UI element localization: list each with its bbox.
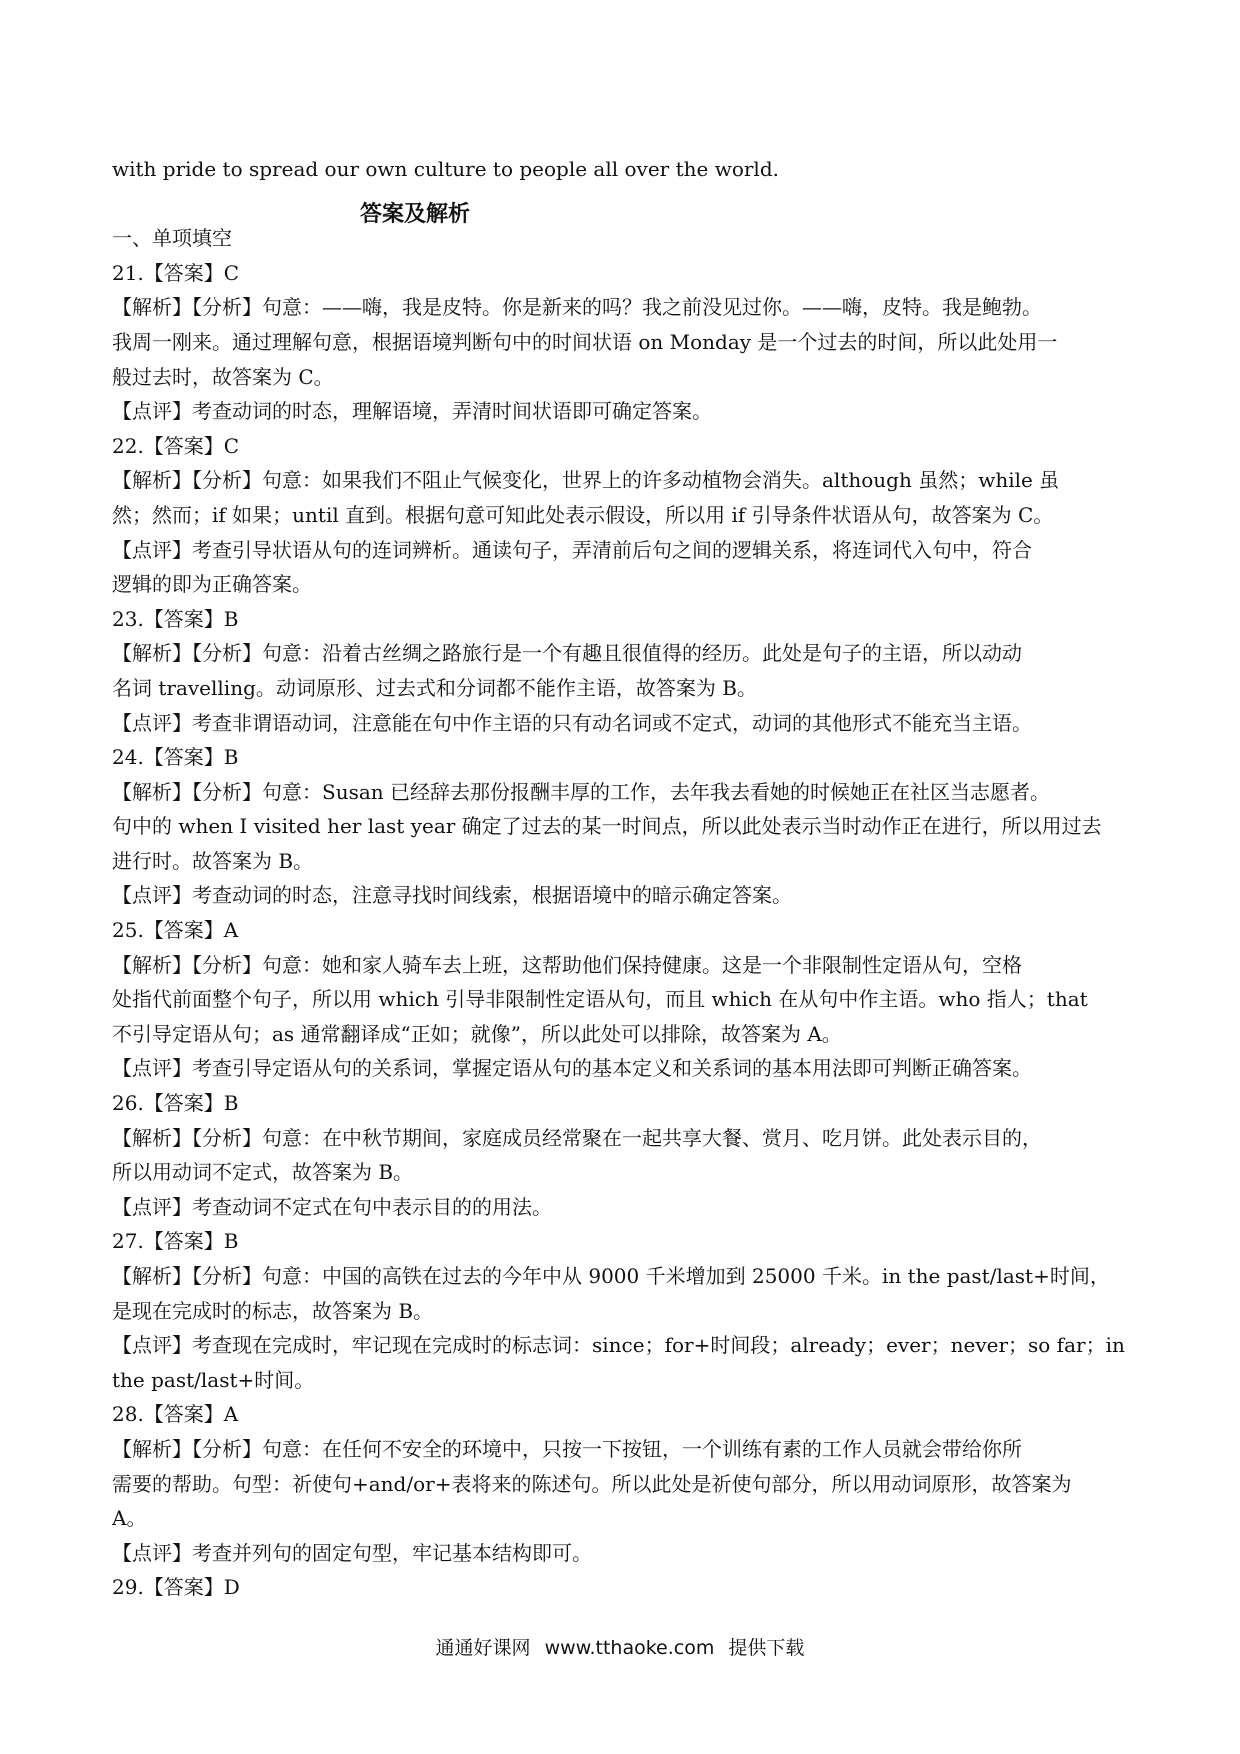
answer-line: 29.【答案】D [112, 1575, 240, 1600]
analysis-line: 【解析】【分析】句意：如果我们不阻止气候变化，世界上的许多动植物会消失。although 虽然；while 虽 [112, 468, 1060, 493]
comment-line: the past/last+时间。 [112, 1367, 315, 1392]
comment-line: 【点评】考查动词的时态，注意寻找时间线索，根据语境中的暗示确定答案。 [112, 883, 792, 908]
answer-item [112, 256, 1130, 429]
analysis-line: 【解析】【分析】句意：Susan 已经辞去那份报酬丰厚的工作，去年我去看她的时候她正在社区当志愿者。 [112, 779, 1051, 804]
continued-text-line: with pride to spread our own culture to people all over the world. [112, 157, 779, 181]
analysis-line: 【解析】【分析】句意：她和家人骑车去上班，这帮助他们保持健康。这是一个非限制性定语从句，空格 [112, 952, 1022, 977]
analysis-line: A。 [112, 1506, 147, 1531]
analysis-line: 【解析】【分析】句意：中国的高铁在过去的今年中从 9000 千米增加到 25000 千米。in the past/last+时间， [112, 1264, 1110, 1288]
analysis-line: 进行时。故答案为 B。 [112, 848, 314, 873]
analysis-line: 处指代前面整个句子，所以用 which 引导非限制性定语从句，而且 which 在从句中作主语。who 指人；that [112, 987, 1088, 1012]
comment-line: 【点评】考查并列句的固定句型，牢记基本结构即可。 [112, 1540, 592, 1565]
answer-line: 23.【答案】B [112, 606, 239, 631]
answer-item [112, 740, 1130, 913]
answer-line: 24.【答案】B [112, 745, 239, 770]
answer-line: 28.【答案】A [112, 1402, 239, 1427]
page-footer [0, 1634, 1240, 1662]
analysis-line: 是现在完成时的标志，故答案为 B。 [112, 1298, 434, 1323]
answer-items [112, 256, 1130, 1605]
answer-item [112, 1397, 1130, 1570]
analysis-line: 不引导定语从句；as 通常翻译成“正如；就像”，所以此处可以排除，故答案为 A。 [112, 1021, 842, 1046]
comment-line: 逻辑的即为正确答案。 [112, 572, 312, 597]
comment-line: 【点评】考查动词的时态，理解语境，弄清时间状语即可确定答案。 [112, 399, 712, 424]
comment-line: 【点评】考查引导状语从句的连词辨析。通读句子，弄清前后句之间的逻辑关系，将连词代入句中，符合 [112, 537, 1032, 562]
analysis-line: 所以用动词不定式，故答案为 B。 [112, 1160, 414, 1185]
footer-note: 提供下载 [728, 1637, 805, 1659]
analysis-line: 【解析】【分析】句意：沿着古丝绸之路旅行是一个有趣且很值得的经历。此处是句子的主语，所以动动 [112, 641, 1022, 666]
section-title: 一、单项填空 [112, 226, 232, 251]
answer-line: 21.【答案】C [112, 260, 240, 285]
analysis-line: 【解析】【分析】句意：——嗨，我是皮特。你是新来的吗？我之前没见过你。——嗨，皮特。我是鲍勃。 [112, 295, 1042, 320]
answer-item [112, 1224, 1130, 1397]
answer-item [112, 1570, 1130, 1605]
comment-line: 【点评】考查动词不定式在句中表示目的的用法。 [112, 1194, 552, 1219]
answer-line: 25.【答案】A [112, 918, 239, 943]
answer-item [112, 1086, 1130, 1224]
answer-item [112, 913, 1130, 1086]
analysis-line: 句中的 when I visited her last year 确定了过去的某一时间点，所以此处表示当时动作正在进行，所以用过去 [112, 814, 1102, 839]
analysis-line: 需要的帮助。句型：祈使句+and/or+表将来的陈述句。所以此处是祈使句部分，所以用动词原形，故答案为 [112, 1471, 1072, 1496]
footer-site-name: 通通好课网 [435, 1637, 531, 1659]
answer-line: 27.【答案】B [112, 1229, 239, 1254]
analysis-line: 【解析】【分析】句意：在中秋节期间，家庭成员经常聚在一起共享大餐、赏月、吃月饼。此处表示目的， [112, 1125, 1042, 1150]
analysis-line: 名词 travelling。动词原形、过去式和分词都不能作主语，故答案为 B。 [112, 675, 757, 700]
answer-item [112, 602, 1130, 740]
analysis-line: 我周一刚来。通过理解句意，根据语境判断句中的时间状语 on Monday 是一个过去的时间，所以此处用一 [112, 329, 1058, 354]
answer-line: 22.【答案】C [112, 433, 240, 458]
analysis-line: 【解析】【分析】句意：在任何不安全的环境中，只按一下按钮，一个训练有素的工作人员就会带给你所 [112, 1436, 1022, 1461]
answer-content [112, 152, 1130, 1605]
comment-line: 【点评】考查引导定语从句的关系词，掌握定语从句的基本定义和关系词的基本用法即可判断正确答案。 [112, 1056, 1032, 1081]
answer-item [112, 429, 1130, 602]
footer-url: www.tthaoke.com [544, 1637, 715, 1659]
answer-line: 26.【答案】B [112, 1091, 239, 1116]
comment-line: 【点评】考查非谓语动词，注意能在句中作主语的只有动名词或不定式，动词的其他形式不能充当主语。 [112, 710, 1032, 735]
analysis-line: 然；然而；if 如果；until 直到。根据句意可知此处表示假设，所以用 if 引导条件状语从句，故答案为 C。 [112, 502, 1054, 527]
page-heading: 答案及解析 [360, 202, 471, 227]
comment-line: 【点评】考查现在完成时，牢记现在完成时的标志词：since；for+时间段；already；ever；never；so far；in [112, 1333, 1125, 1358]
analysis-line: 般过去时，故答案为 C。 [112, 364, 334, 389]
